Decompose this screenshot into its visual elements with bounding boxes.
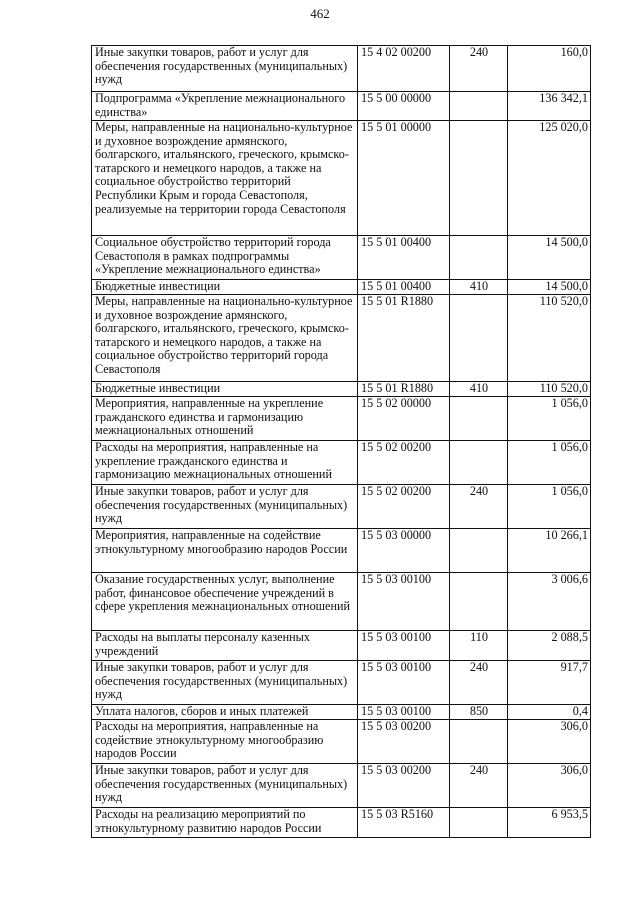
row-name-cell: Бюджетные инвестиции <box>92 382 358 397</box>
row-name-cell: Меры, направленные на национально-культурное и духовное возрождение армянского, болгарского, итальянского, греческого, крымско-татарского и немецкого народов, а также на социальное обустройство территорий города Севастополя <box>92 295 358 382</box>
row-type-cell: 110 <box>450 631 508 661</box>
table-row <box>92 92 591 121</box>
row-name-cell: Мероприятия, направленные на укрепление гражданского единства и гармонизацию межнациональных отношений <box>92 397 358 441</box>
row-sum-cell: 160,0 <box>508 46 591 92</box>
row-type-cell <box>450 92 508 121</box>
row-name-cell: Расходы на мероприятия, направленные на содействие этнокультурному многообразию народов России <box>92 720 358 764</box>
row-code-cell: 15 5 00 00000 <box>358 92 450 121</box>
row-sum-cell: 1 056,0 <box>508 485 591 529</box>
row-code-cell: 15 5 03 00000 <box>358 529 450 573</box>
row-sum-cell: 6 953,5 <box>508 808 591 838</box>
row-type-cell <box>450 808 508 838</box>
row-type-cell: 240 <box>450 661 508 705</box>
table-row <box>92 46 591 92</box>
row-code-cell: 15 5 03 00100 <box>358 573 450 631</box>
row-type-cell: 240 <box>450 764 508 808</box>
row-type-cell: 850 <box>450 705 508 720</box>
row-code-cell: 15 4 02 00200 <box>358 46 450 92</box>
table-row <box>92 808 591 838</box>
row-type-cell <box>450 397 508 441</box>
table-row <box>92 705 591 720</box>
table-row <box>92 631 591 661</box>
budget-table-body <box>92 46 591 838</box>
page-number: 462 <box>310 6 330 21</box>
row-code-cell: 15 5 03 00200 <box>358 720 450 764</box>
row-type-cell <box>450 529 508 573</box>
row-code-cell: 15 5 01 00400 <box>358 236 450 280</box>
row-type-cell: 240 <box>450 46 508 92</box>
row-sum-cell: 0,4 <box>508 705 591 720</box>
table-row <box>92 529 591 573</box>
table-row <box>92 236 591 280</box>
row-code-cell: 15 5 03 00100 <box>358 631 450 661</box>
table-row <box>92 121 591 236</box>
table-row <box>92 280 591 295</box>
table-row <box>92 441 591 485</box>
table-row <box>92 661 591 705</box>
row-sum-cell: 1 056,0 <box>508 397 591 441</box>
row-code-cell: 15 5 03 00200 <box>358 764 450 808</box>
row-sum-cell: 125 020,0 <box>508 121 591 236</box>
row-name-cell: Расходы на реализацию мероприятий по этнокультурному развитию народов России <box>92 808 358 838</box>
row-name-cell: Расходы на выплаты персоналу казенных учреждений <box>92 631 358 661</box>
row-code-cell: 15 5 01 R1880 <box>358 295 450 382</box>
row-name-cell: Уплата налогов, сборов и иных платежей <box>92 705 358 720</box>
row-sum-cell: 917,7 <box>508 661 591 705</box>
table-row <box>92 295 591 382</box>
row-name-cell: Бюджетные инвестиции <box>92 280 358 295</box>
table-row <box>92 720 591 764</box>
row-type-cell: 240 <box>450 485 508 529</box>
row-name-cell: Иные закупки товаров, работ и услуг для обеспечения государственных (муниципальных) нужд <box>92 485 358 529</box>
table-row <box>92 382 591 397</box>
row-code-cell: 15 5 02 00200 <box>358 485 450 529</box>
row-name-cell: Социальное обустройство территорий города Севастополя в рамках подпрограммы «Укрепление межнационального единства» <box>92 236 358 280</box>
row-name-cell: Иные закупки товаров, работ и услуг для обеспечения государственных (муниципальных) нужд <box>92 46 358 92</box>
row-code-cell: 15 5 03 00100 <box>358 661 450 705</box>
row-name-cell: Мероприятия, направленные на содействие этнокультурному многообразию народов России <box>92 529 358 573</box>
row-sum-cell: 110 520,0 <box>508 295 591 382</box>
row-sum-cell: 10 266,1 <box>508 529 591 573</box>
row-name-cell: Иные закупки товаров, работ и услуг для обеспечения государственных (муниципальных) нужд <box>92 764 358 808</box>
row-sum-cell: 136 342,1 <box>508 92 591 121</box>
table-row <box>92 397 591 441</box>
row-name-cell: Оказание государственных услуг, выполнение работ, финансовое обеспечение учреждений в сфере укрепления межнациональных отношений <box>92 573 358 631</box>
row-sum-cell: 14 500,0 <box>508 280 591 295</box>
row-sum-cell: 14 500,0 <box>508 236 591 280</box>
row-code-cell: 15 5 02 00000 <box>358 397 450 441</box>
row-code-cell: 15 5 01 R1880 <box>358 382 450 397</box>
row-code-cell: 15 5 03 00100 <box>358 705 450 720</box>
row-sum-cell: 3 006,6 <box>508 573 591 631</box>
table-row <box>92 485 591 529</box>
row-sum-cell: 1 056,0 <box>508 441 591 485</box>
row-type-cell <box>450 236 508 280</box>
row-type-cell <box>450 295 508 382</box>
row-name-cell: Иные закупки товаров, работ и услуг для обеспечения государственных (муниципальных) нужд <box>92 661 358 705</box>
row-name-cell: Расходы на мероприятия, направленные на укрепление гражданского единства и гармонизацию межнациональных отношений <box>92 441 358 485</box>
row-type-cell: 410 <box>450 280 508 295</box>
row-sum-cell: 110 520,0 <box>508 382 591 397</box>
row-sum-cell: 2 088,5 <box>508 631 591 661</box>
table-row <box>92 573 591 631</box>
row-code-cell: 15 5 01 00400 <box>358 280 450 295</box>
row-type-cell: 410 <box>450 382 508 397</box>
row-type-cell <box>450 121 508 236</box>
row-name-cell: Подпрограмма «Укрепление межнационального единства» <box>92 92 358 121</box>
row-type-cell <box>450 720 508 764</box>
row-code-cell: 15 5 01 00000 <box>358 121 450 236</box>
row-type-cell <box>450 441 508 485</box>
row-code-cell: 15 5 03 R5160 <box>358 808 450 838</box>
table-row <box>92 764 591 808</box>
row-sum-cell: 306,0 <box>508 720 591 764</box>
row-type-cell <box>450 573 508 631</box>
row-name-cell: Меры, направленные на национально-культурное и духовное возрождение армянского, болгарского, итальянского, греческого, крымско-татарского и немецкого народов, а также на социальное обустройство территорий Республики Крым и города Севастополя, реализуемые на территории города Севастополя <box>92 121 358 236</box>
budget-table <box>91 45 591 838</box>
row-code-cell: 15 5 02 00200 <box>358 441 450 485</box>
row-sum-cell: 306,0 <box>508 764 591 808</box>
